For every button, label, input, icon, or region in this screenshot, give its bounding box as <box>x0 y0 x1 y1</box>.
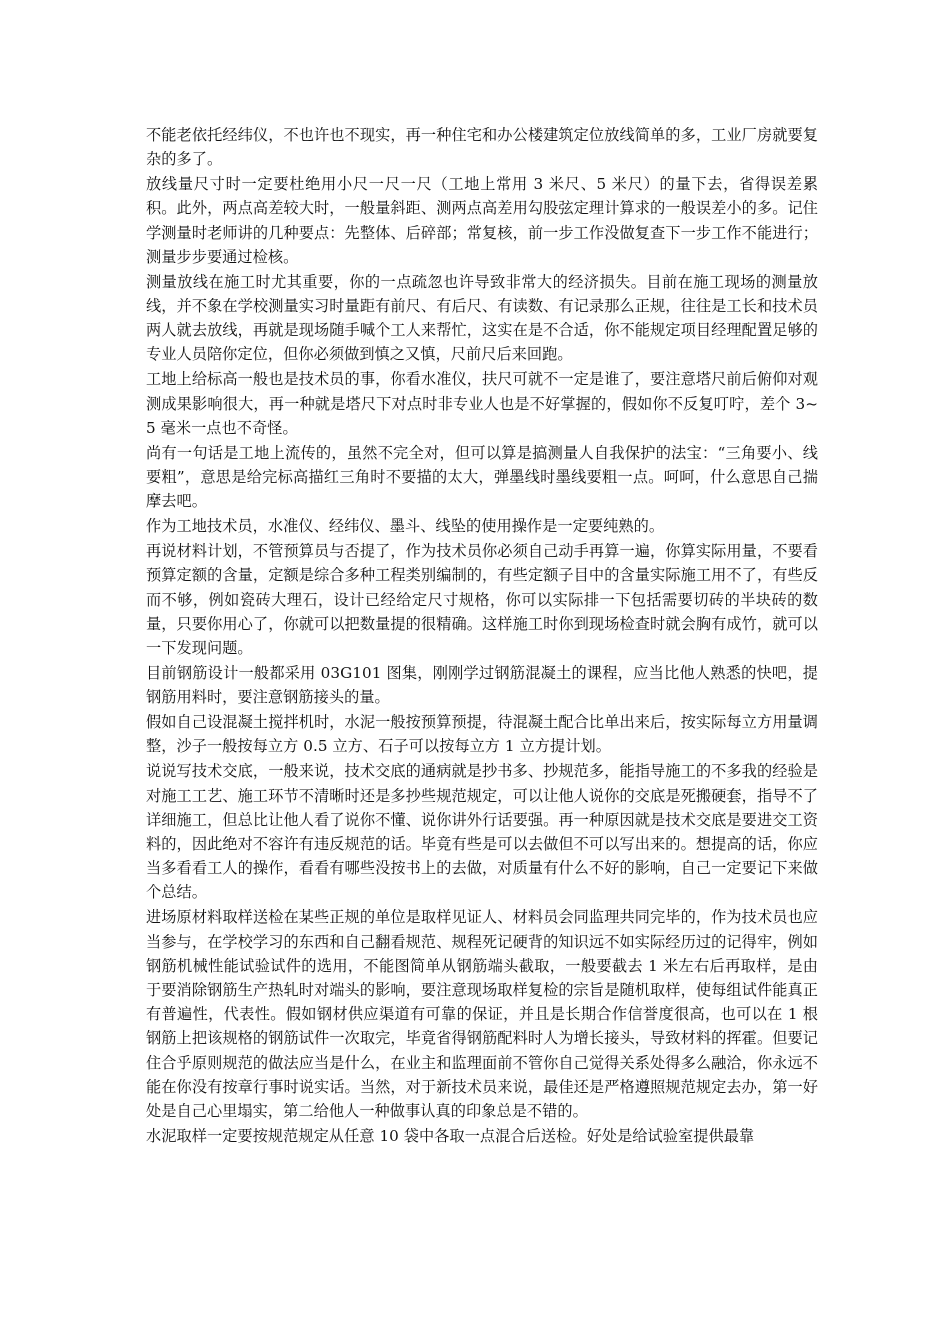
paragraph-5: 尚有一句话是工地上流传的，虽然不完全对，但可以算是搞测量人自我保护的法宝：“三角要小、线要粗”，意思是给完标高描红三角时不要描的太大，弹墨线时墨线要粗一点。呵呵，什么意思自己揣摩去吧。 <box>146 443 818 511</box>
document-body <box>146 123 818 1149</box>
paragraph-7: 再说材料计划，不管预算员与否提了，作为技术员你必须自己动手再算一遍，你算实际用量，不要看预算定额的含量，定额是综合多种工程类别编制的，有些定额子目中的含量实际施工用不了，有些反而不够，例如瓷砖大理石，设计已经给定尺寸规格，你可以实际排一下包括需要切砖的半块砖的数量，只要你用心了，你就可以把数量提的很精确。这样施工时你到现场检查时就会胸有成竹，就可以一下发现问题。 <box>146 542 818 658</box>
paragraph-1: 不能老依托经纬仪，不也许也不现实，再一种住宅和办公楼建筑定位放线简单的多，工业厂房就要复杂的多了。 <box>146 126 818 169</box>
paragraph-3: 测量放线在施工时尤其重要，你的一点疏忽也许导致非常大的经济损失。目前在施工现场的测量放线，并不象在学校测量实习时量距有前尺、有后尺、有读数、有记录那么正规，往往是工长和技术员两人就去放线，再就是现场随手喊个工人来帮忙，这实在是不合适，你不能规定项目经理配置足够的专业人员陪你定位，但你必须做到慎之又慎，尺前尺后来回跑。 <box>146 272 818 364</box>
paragraph-6: 作为工地技术员，水准仪、经纬仪、墨斗、线坠的使用操作是一定要纯熟的。 <box>146 517 665 536</box>
paragraph-4: 工地上给标高一般也是技术员的事，你看水准仪，扶尺可就不一定是谁了，要注意塔尺前后俯仰对观测成果影响很大，再一种就是塔尺下对点时非专业人也是不好掌握的，假如你不反复叮咛，差个 3~5 毫米一点也不奇怪。 <box>146 370 818 437</box>
paragraph-8: 目前钢筋设计一般都采用 03G101 图集，刚刚学过钢筋混凝土的课程，应当比他人熟悉的快吧，提钢筋用料时，要注意钢筋接头的量。 <box>146 664 818 707</box>
paragraph-11: 进场原材料取样送检在某些正规的单位是取样见证人、材料员会同监理共同完毕的，作为技术员也应当参与，在学校学习的东西和自己翻看规范、规程死记硬背的知识远不如实际经历过的记得牢，例如钢筋机械性能试验试件的选用，不能图简单从钢筋端头截取，一般要截去 1 米左右后再取样，是由于要消除钢筋生产热轧时对端头的影响，要注意现场取样复检的宗旨是随机取样，使每组试件能真正有普遍性，代表性。假如钢材供应渠道有可靠的保证，并且是长期合作信誉度很高，也可以在 1 根钢筋上把该规格的钢筋试件一次取完，毕竟省得钢筋配料时人为增长接头，导致材料的挥霍。但要记住合乎原则规范的做法应当是什么，在业主和监理面前不管你自己觉得关系处得多么融洽，你永远不能在你没有按章行事时说实话。当然，对于新技术员来说，最佳还是严格遵照规范规定去办，第一好处是自己心里塌实，第二给他人一种做事认真的印象总是不错的。 <box>146 908 818 1121</box>
paragraph-9: 假如自己设混凝土搅拌机时，水泥一般按预算预提，待混凝土配合比单出来后，按实际每立方用量调整，沙子一般按每立方 0.5 立方、石子可以按每立方 1 立方提计划。 <box>146 713 818 756</box>
paragraph-12: 水泥取样一定要按规范规定从任意 10 袋中各取一点混合后送检。好处是给试验室提供最靠 <box>146 1127 755 1146</box>
paragraph-2: 放线量尺寸时一定要杜绝用小尺一尺一尺（工地上常用 3 米尺、5 米尺）的量下去，省得误差累积。此外，两点高差较大时，一般量斜距、测两点高差用勾股弦定理计算求的一般误差小的多。记住学测量时老师讲的几种要点：先整体、后碎部；常复核，前一步工作没做复查下一步工作不能进行；测量步步要通过检核。 <box>146 175 818 266</box>
paragraph-10: 说说写技术交底，一般来说，技术交底的通病就是抄书多、抄规范多，能指导施工的不多我的经验是对施工工艺、施工环节不清晰时还是多抄些规范规定，可以让他人说你的交底是死搬硬套，指导不了详细施工，但总比让他人看了说你不懂、说你讲外行话要强。再一种原因就是技术交底是要进交工资料的，因此绝对不容许有违反规范的话。毕竟有些是可以去做但不可以写出来的。想提高的话，你应当多看看工人的操作，看看有哪些没按书上的去做，对质量有什么不好的影响，自己一定要记下来做个总结。 <box>146 762 818 902</box>
